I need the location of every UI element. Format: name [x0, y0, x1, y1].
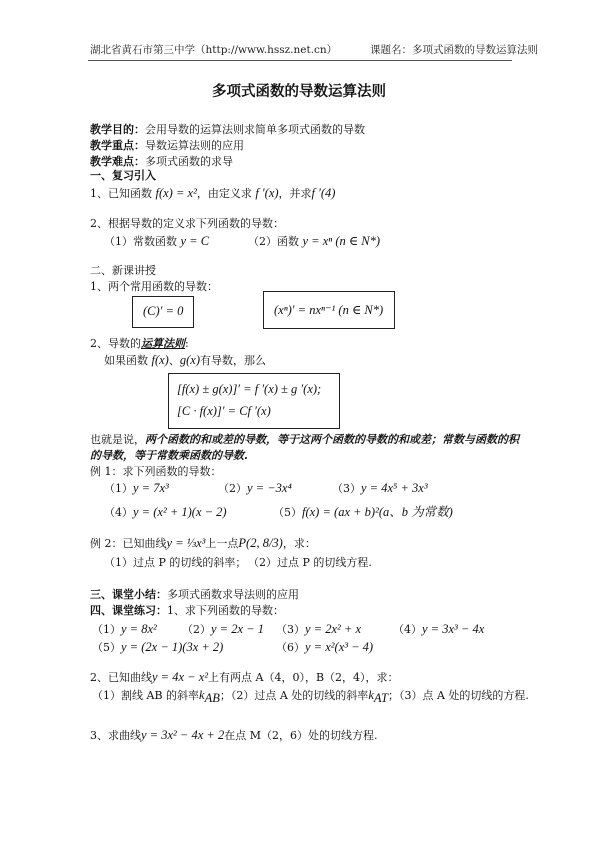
ex1-item-note: (a、b 为常数) [378, 505, 453, 519]
practice-item-label: （6） [276, 641, 305, 654]
summary-line-1 [90, 433, 519, 447]
rules-box [168, 373, 340, 429]
ex2-q2: （2）过点 P 的切线方程. [248, 556, 372, 569]
k-at-symbol: k [368, 688, 374, 702]
practice-item-1 [92, 622, 157, 637]
ex1-item-label: （3） [332, 482, 361, 495]
review-heading: 一、复习引入 [90, 169, 156, 182]
wrapup-line [90, 588, 299, 602]
ex1-item-5 [273, 505, 453, 520]
q2-expr: y = 4x − x² [152, 670, 209, 684]
practice-intro: 1、求下列函数的导数： [167, 604, 284, 617]
practice-item-label: （1） [92, 623, 121, 636]
key-label: 教学重点： [90, 139, 145, 152]
ex1-item-label: （1） [104, 482, 133, 495]
review-q2-2 [248, 234, 380, 249]
header-right: 课题名：多项式函数的导数运算法则 [370, 44, 538, 56]
aim-text: 会用导数的运算法则求简单多项式函数的导数 [145, 123, 365, 136]
practice-item-6 [276, 640, 373, 655]
box1-formula: (C)′ = 0 [143, 304, 184, 318]
ex2-q1: （1）过点 P 的切线的斜率； [104, 556, 247, 569]
q3-text: 在点 M（2，6）处的切线方程. [224, 729, 378, 742]
practice-item-expr: y = 3x³ − 4x [422, 622, 485, 636]
q1-prefix: 1、已知函数 [90, 187, 152, 200]
diff-text: 多项式函数的求导 [145, 155, 233, 168]
practice-q2-subs [92, 688, 529, 705]
ex2-point: P(2, 8/3) [238, 536, 283, 550]
page-title: 多项式函数的导数运算法则 [212, 83, 386, 100]
example1-label: 例 1：求下列函数的导数： [90, 465, 222, 478]
q3-prefix: 3、求曲线 [90, 729, 141, 742]
q1-and: ，并求 [278, 187, 312, 200]
rule-constant: [C · f(x)]′ = Cf ′(x) [177, 404, 271, 418]
q1-derivative-at-4: f ′(4) [311, 186, 336, 200]
k-ab-subscript: AB [204, 691, 220, 706]
practice-item-expr: y = 2x² + x [305, 622, 362, 636]
ex1-item-label: （5） [273, 506, 302, 519]
q2-text: 上有两点 A（4，0），B（2，4），求： [208, 671, 399, 684]
q2-1-expr: y = C [180, 234, 210, 248]
p2-end: 有导数，那么 [199, 354, 266, 367]
q2-sub3: ；（3）点 A 处的切线的方程. [388, 689, 529, 702]
review-q2-1 [104, 234, 209, 249]
review-q1 [90, 186, 335, 201]
ex2-end: ，求： [282, 537, 316, 550]
p2-bold: 运算法则 [141, 337, 185, 350]
practice-item-label: （4） [393, 623, 422, 636]
q1-mid: ，由定义求 [196, 187, 252, 200]
q3-expr: y = 3x² − 4x + 2 [141, 728, 225, 742]
ex2-mid: 上一点 [205, 537, 239, 550]
ex1-item-label: （2） [218, 482, 247, 495]
lecture-p2 [90, 337, 189, 351]
aim-line [90, 123, 365, 137]
ex1-item-expr: y = (x² + 1)(x − 2) [133, 505, 227, 519]
q2-sub2: ；（2）过点 A 处的切线的斜率 [219, 689, 369, 702]
practice-line [90, 604, 284, 618]
practice-heading: 四、课堂练习： [90, 604, 167, 617]
lecture-p1: 1、两个常用函数的导数： [90, 280, 218, 293]
diff-label: 教学难点： [90, 155, 145, 168]
practice-item-label: （5） [92, 641, 121, 654]
p2-gx: g(x) [179, 353, 200, 367]
ex2-expr: y = ⅓x³ [166, 536, 206, 550]
aim-label: 教学目的： [90, 123, 145, 136]
wrapup-heading: 三、课堂小结： [90, 588, 167, 601]
ex1-item-2 [218, 481, 292, 496]
ex1-item-expr: y = −3x⁴ [247, 481, 292, 495]
ex1-item-expr: y = 4x⁵ + 3x³ [361, 481, 428, 495]
key-line [90, 139, 244, 153]
p2-sep: 、 [168, 354, 180, 367]
p2-prefix: 2、导数的 [90, 337, 141, 350]
ex1-item-expr: f(x) = (ax + b)² [302, 505, 379, 519]
example2-line [90, 536, 316, 551]
rule-sum: [f(x) ± g(x)]′ = f ′(x) ± g ′(x); [177, 382, 322, 396]
practice-item-label: （3） [276, 623, 305, 636]
ex1-item-1 [104, 481, 169, 496]
ex1-item-expr: y = 7x³ [133, 481, 169, 495]
practice-item-label: （2） [182, 623, 211, 636]
header-rule [88, 60, 512, 61]
q1-function: f(x) = x² [155, 186, 197, 200]
practice-item-4 [393, 622, 484, 637]
review-q2: 2、根据导数的定义求下列函数的导数： [90, 217, 284, 230]
lecture-p2-line [104, 353, 266, 368]
lecture-heading: 二、新课讲授 [90, 264, 156, 277]
summary-line-2 [90, 449, 248, 463]
q2-prefix: 2、已知曲线 [90, 671, 152, 684]
ex1-item-4 [104, 505, 227, 520]
practice-item-expr: y = 8x² [121, 622, 157, 636]
q2-1-label: （1）常数函数 [104, 235, 177, 248]
practice-item-expr: y = 2x − 1 [211, 622, 264, 636]
q2-2-expr: y = xⁿ (n ∈ N*) [302, 234, 381, 248]
header-left: 湖北省黄石市第三中学（http://www.hssz.net.cn） [90, 44, 338, 56]
practice-q2 [90, 670, 399, 685]
q1-derivative: f ′(x) [255, 186, 279, 200]
p2-fx: f(x) [151, 353, 169, 367]
q2-2-label: （2）函数 [248, 235, 299, 248]
practice-item-5 [92, 640, 223, 655]
summary-prefix: 也就是说， [90, 433, 145, 446]
ex1-item-label: （4） [104, 506, 133, 519]
power-derivative-box [263, 291, 395, 329]
key-text: 导数运算法则的应用 [145, 139, 244, 152]
q2-sub1: （1）割线 AB 的斜率 [92, 689, 200, 702]
practice-item-3 [276, 622, 361, 637]
k-at-subscript: AT [373, 691, 388, 706]
ex2-prefix: 例 2：已知曲线 [90, 537, 167, 550]
k-ab-symbol: k [199, 688, 205, 702]
summary-bold-2: 的导数，等于常数乘函数的导数. [90, 449, 248, 462]
practice-item-expr: y = x²(x³ − 4) [305, 640, 374, 654]
box2-formula: (xⁿ)′ = nxⁿ⁻¹ (n ∈ N*) [274, 303, 384, 317]
diff-line [90, 155, 233, 169]
wrapup-text: 多项式函数求导法则的应用 [167, 588, 299, 601]
p2-line: 如果函数 [104, 354, 148, 367]
p2-suffix: : [185, 337, 189, 350]
practice-item-2 [182, 622, 264, 637]
practice-q3 [90, 728, 377, 743]
practice-item-expr: y = (2x − 1)(3x + 2) [121, 640, 224, 654]
constant-derivative-box [132, 296, 194, 328]
summary-bold-1: 两个函数的和或差的导数，等于这两个函数的导数的和或差；常数与函数的积 [145, 433, 519, 446]
ex1-item-3 [332, 481, 428, 496]
